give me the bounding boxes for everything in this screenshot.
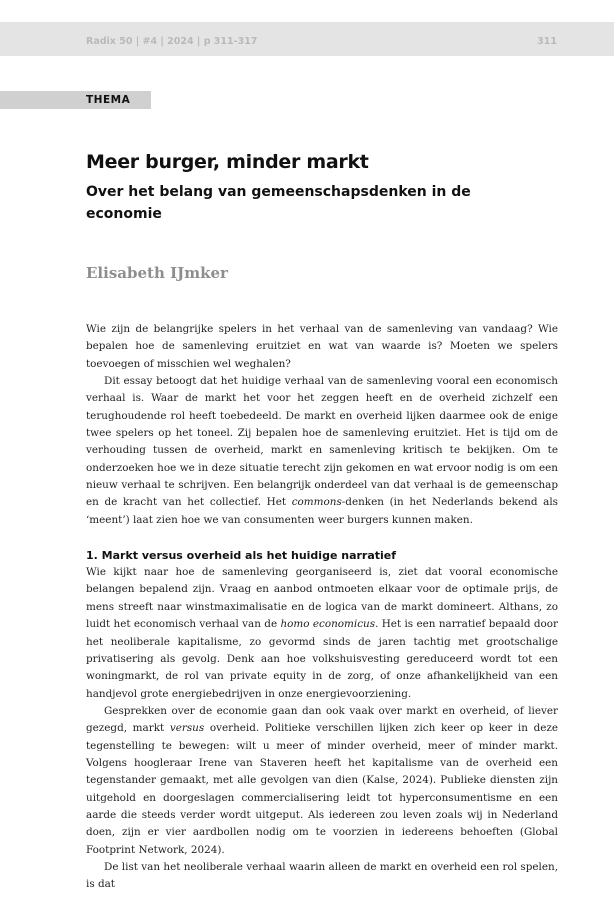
section-paragraph-2: Gesprekken over de economie gaan dan ook vaak over markt en overheid, of liever gezegd, markt versus overheid. Politieke verschillen lijken zich keer op keer in deze tegenstelling te bewegen: wilt u meer of minder overheid, meer of minder markt. Volgens hoogleraar Irene van Staveren heeft het kapitalisme van de overheid een tegenstander gemaakt, met alle gevolgen van dien (Kalse, 2024). Publieke diensten zijn uitgehold en doorgeslagen commercialisering leidt tot hyperconsumentisme en een aarde die steeds verder wordt uitgeput. Als iedereen zou leven zoals wij in Nederland doen, zijn er vier aardbollen nodig om te voorzien in iedereens behoeften (Global Footprint Network, 2024). [86, 704, 558, 856]
section-label: THEMA [86, 94, 131, 106]
section-heading: 1. Markt versus overheid als het huidige narratief [86, 549, 397, 563]
article-title: Meer burger, minder markt [86, 151, 369, 173]
article-body [86, 321, 558, 894]
journal-reference: Radix 50 | #4 | 2024 | p 311-317 [86, 36, 258, 47]
author-name: Elisabeth IJmker [86, 264, 228, 282]
section-paragraph-1: Wie kijkt naar hoe de samenleving georganiseerd is, ziet dat vooral economische belangen bepalend zijn. Vraag en aanbod ontmoeten elkaar voor de optimale prijs, de mens streeft naar winstmaximalisatie en de logica van de markt domineert. Althans, zo luidt het economisch verhaal van de homo economicus. Het is een narratief bepaald door het neoliberale kapitalisme, zo gevormd sinds de jaren tachtig met grootschalige privatisering als gevolg. Denk aan hoe volkshuisvesting gereduceerd wordt tot een woningmarkt, de rol van private equity in de zorg, of onze afhankelijkheid van een handjevol grote energiebedrijven in onze energievoorziening. [86, 566, 558, 700]
intro-paragraph-1: Wie zijn de belangrijke spelers in het verhaal van de samenleving van vandaag? Wie bepalen hoe de samenleving eruitziet en wat van waarde is? Moeten we spelers toevoegen of misschien wel weghalen? [86, 323, 558, 370]
section-paragraph-3: De list van het neoliberale verhaal waarin alleen de markt en overheid een rol spelen, is dat [86, 860, 558, 891]
article-subtitle: Over het belang van gemeenschapsdenken in de economie [86, 184, 471, 222]
intro-paragraph-2: Dit essay betoogt dat het huidige verhaal van de samenleving vooral een economisch verhaal is. Waar de markt het voor het zeggen heeft en de overheid zichzelf een terughoudende rol heeft toebedeeld. De markt en overheid lijken daarmee ook de enige twee spelers op het toneel. Zij bepalen hoe de samenleving eruitziet. Het is tijd om de verhouding tussen de overheid, markt en samenleving kritisch te bekijken. Om te onderzoeken hoe we in deze situatie terecht zijn gekomen en wat ervoor nodig is om een nieuw verhaal te schrijven. Een belangrijk onderdeel van dat verhaal is de gemeenschap en de kracht van het collectief. Het commons-denken (in het Nederlands bekend als ‘meent’) laat zien hoe we van consumenten weer burgers kunnen maken. [86, 375, 558, 526]
page-number: 311 [537, 36, 557, 47]
